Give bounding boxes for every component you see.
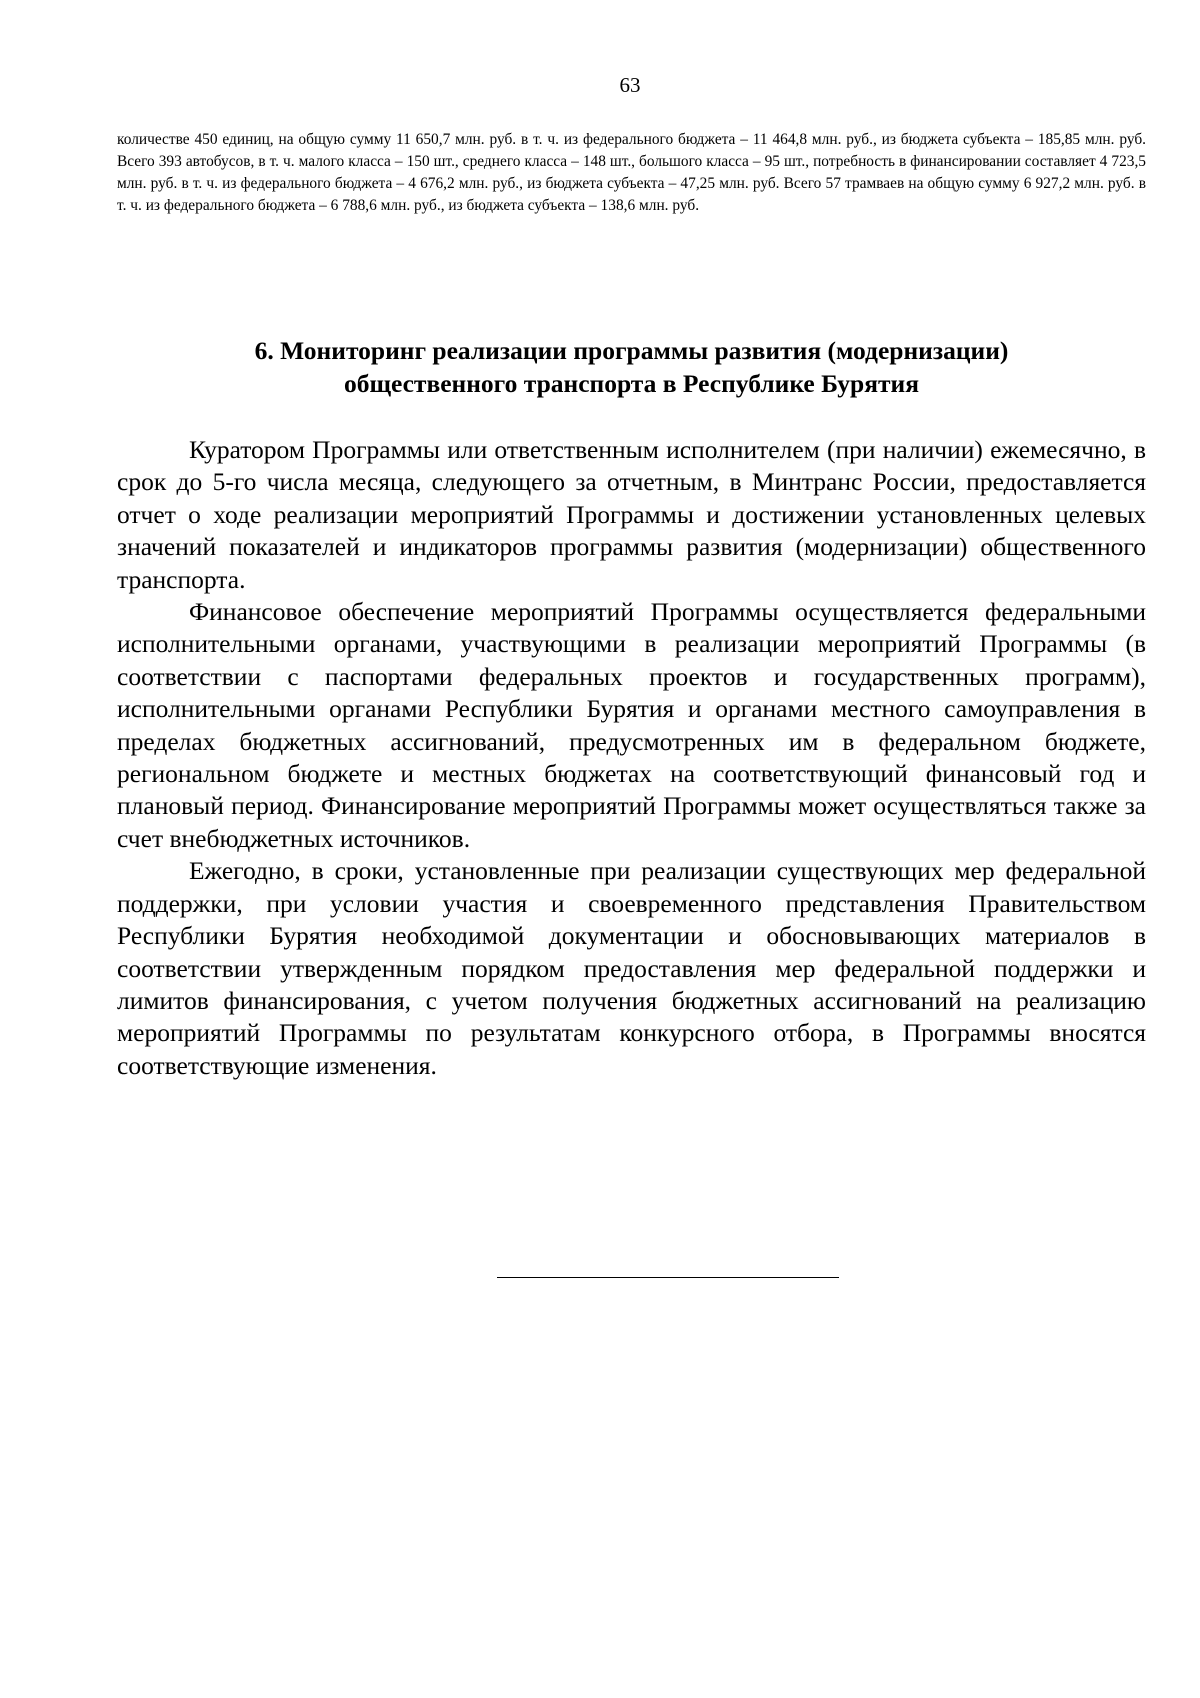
section-body bbox=[117, 434, 1146, 1082]
end-of-section-rule bbox=[497, 1277, 839, 1278]
paragraph-financing: Финансовое обеспечение мероприятий Программы осуществляется федеральными исполнительными органами, участвующими в реализации мероприятий Программы (в соответствии с паспортами федеральных проектов и государственных программ), исполнительными органами Республики Бурятия и органами местного самоуправления в пределах бюджетных ассигнований, предусмотренных им в федеральном бюджете, региональном бюджете и местных бюджетах на соответствующий финансовый год и плановый период. Финансирование мероприятий Программы может осуществляться также за счет внебюджетных источников. bbox=[117, 597, 1146, 853]
paragraph-annual-changes: Ежегодно, в сроки, установленные при реализации существующих мер федеральной поддержки, при условии участия и своевременного представления Правительством Республики Бурятия необходимой документации и обосновывающих материалов в соответствии утвержденным порядком предоставления мер федеральной поддержки и лимитов финансирования, с учетом получения бюджетных ассигнований на реализацию мероприятий Программы по результатам конкурсного отбора, в Программы вносятся соответствующие изменения. bbox=[117, 856, 1146, 1080]
footnote-text: количестве 450 единиц, на общую сумму 11 650,7 млн. руб. в т. ч. из федерального бюджета – 11 464,8 млн. руб., из бюджета субъекта – 185,85 млн. руб. Всего 393 автобусов, в т. ч. малого класса – 150 шт., среднего класса – 148 шт., большого класса – 95 шт., потребность в финансировании составляет 4 723,5 млн. руб. в т. ч. из федерального бюджета – 4 676,2 млн. руб., из бюджета субъекта – 47,25 млн. руб. Всего 57 трамваев на общую сумму 6 927,2 млн. руб. в т. ч. из федерального бюджета – 6 788,6 млн. руб., из бюджета субъекта – 138,6 млн. руб. bbox=[117, 131, 1146, 214]
section-heading bbox=[117, 334, 1146, 400]
page-number: 63 bbox=[619, 73, 641, 97]
section-heading-line-1: 6. Мониторинг реализации программы развития (модернизации) bbox=[254, 336, 1009, 365]
section-heading-line-2: общественного транспорта в Республике Бурятия bbox=[343, 369, 920, 398]
paragraph-reporting: Куратором Программы или ответственным исполнителем (при наличии) ежемесячно, в срок до 5-го числа месяца, следующего за отчетным, в Минтранс России, предоставляется отчет о ходе реализации мероприятий Программы и достижении установленных целевых значений показателей и индикаторов программы развития (модернизации) общественного транспорта. bbox=[117, 435, 1146, 594]
